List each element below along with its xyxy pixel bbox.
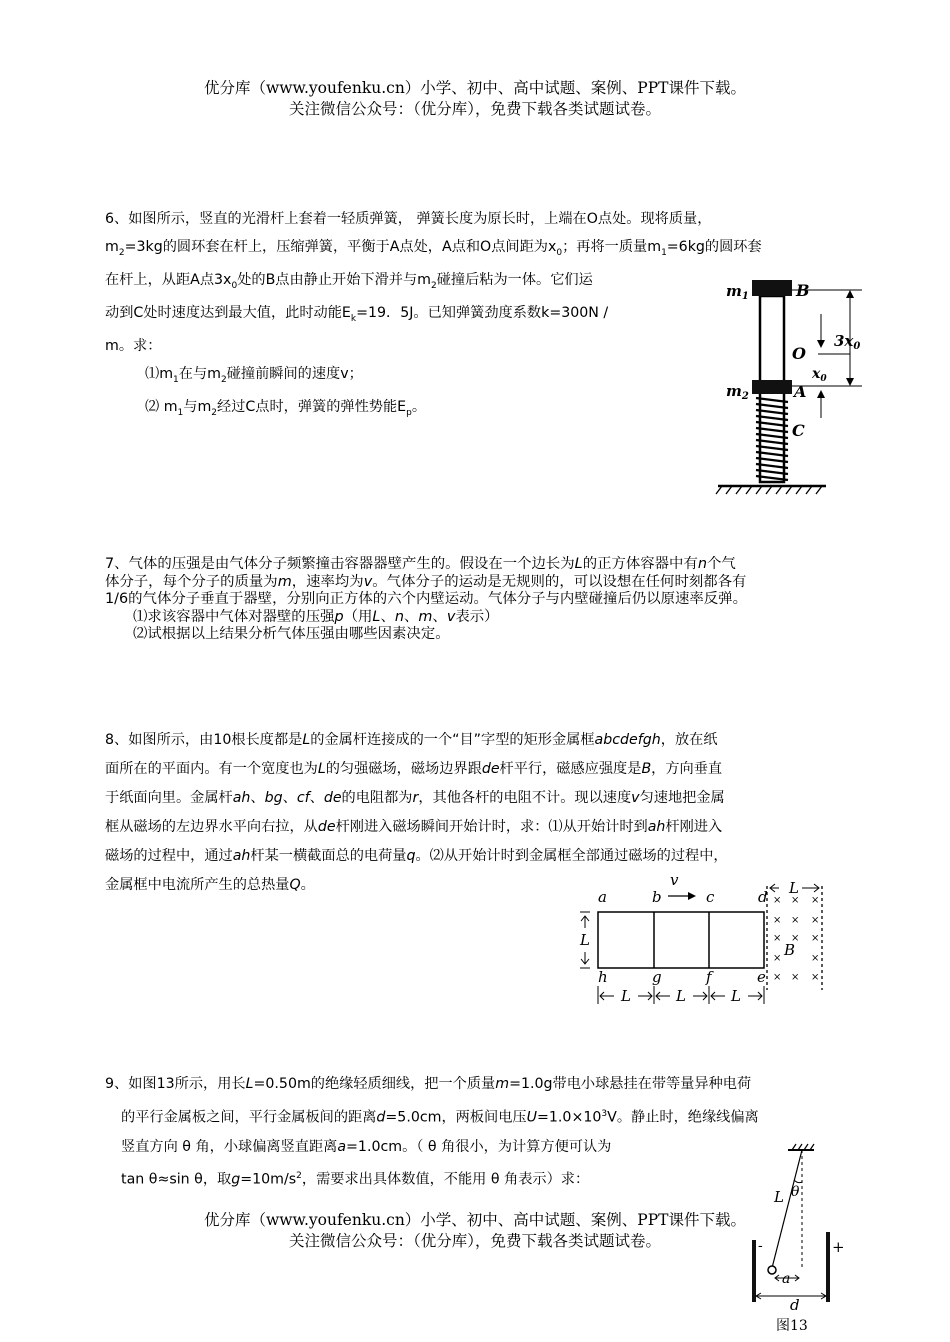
- label-v: v: [670, 871, 679, 889]
- page-header: [0, 78, 950, 120]
- q6-line-4: 动到C处时速度达到最大值，此时动能$E_k=19$．5J。已知弹簧劲度系数k=300N /: [105, 305, 609, 324]
- q6-subquestion-2: ⑵ $m_1$与$m_2$经过C点时，弹簧的弹性势能$E_p$。: [145, 399, 427, 419]
- label-L-cd: L: [731, 987, 741, 1005]
- q6-line-5: m。求：: [105, 338, 162, 355]
- label-theta: θ: [791, 1184, 800, 1200]
- label-m1: $m_1$: [726, 282, 749, 302]
- svg-text:×: ×: [811, 953, 820, 964]
- svg-text:×: ×: [791, 915, 800, 926]
- label-L-bc: L: [676, 987, 686, 1005]
- q7-line-3: 1/6的气体分子垂直于器壁，分别向正方体的六个内壁运动。气体分子与内壁碰撞后仍以原速率反弹。: [105, 591, 747, 607]
- q8-line-1: 8、如图所示，由10根长度都是L的金属杆连接成的一个“目”字型的矩形金属框abcdefgh，放在纸: [105, 732, 718, 748]
- q8-frame-figure: [576, 870, 836, 1010]
- label-a: a: [598, 888, 607, 906]
- label-minus: -: [758, 1238, 763, 1254]
- q6-subquestion-1: $⑴m_1$在与$m_2$碰撞前瞬间的速度v；: [145, 365, 363, 385]
- header-line-1: 优分库（www.youfenku.cn）小学、初中、高中试题、案例、PPT课件下载。: [203, 79, 747, 97]
- svg-text:×: ×: [773, 953, 782, 964]
- q7-subquestion-2: ⑵试根据以上结果分析气体压强由哪些因素决定。: [133, 626, 450, 642]
- question-9: [105, 1070, 759, 1195]
- svg-text:×: ×: [773, 933, 782, 944]
- q6-line-3: 在杆上，从距A点$3x_0$处的B点由静止开始下滑并与$m_2$碰撞后粘为一体。它们运: [105, 271, 593, 291]
- m2-ring: [752, 380, 792, 394]
- right-plate: [826, 1232, 830, 1302]
- svg-text:×: ×: [791, 972, 800, 983]
- svg-text:×: ×: [811, 895, 820, 906]
- label-h: h: [598, 968, 608, 986]
- label-O: O: [792, 344, 806, 363]
- footer-line-1: 优分库（www.youfenku.cn）小学、初中、高中试题、案例、PPT课件下载。: [203, 1211, 747, 1229]
- label-L-ab: L: [621, 987, 631, 1005]
- label-a: a: [782, 1271, 791, 1287]
- label-3x0: $3x_0$: [834, 332, 861, 352]
- label-plus: +: [832, 1238, 845, 1256]
- left-plate: [752, 1240, 756, 1302]
- header-line-2: 关注微信公众号：（优分库），免费下载各类试题试卷。: [288, 100, 661, 118]
- svg-text:×: ×: [791, 895, 800, 906]
- svg-text:×: ×: [773, 895, 782, 906]
- label-d: d: [790, 1296, 800, 1314]
- question-6: [105, 206, 762, 428]
- q8-line-4: 框从磁场的左边界水平向右拉，从de杆刚进入磁场瞬间开始计时，求：⑴从开始计时到ah杆刚进入: [105, 819, 723, 835]
- svg-text:×: ×: [811, 933, 820, 944]
- q8-line-3: 于纸面向里。金属杆ah、bg、cf、de的电阻都为r，其他各杆的电阻不计。现以速度v匀速地把金属: [105, 790, 725, 806]
- label-L-height: L: [580, 931, 590, 949]
- label-f: f: [706, 968, 712, 986]
- q9-pendulum-figure: [742, 1140, 852, 1336]
- svg-text:×: ×: [773, 972, 782, 983]
- m1-ring: [752, 280, 792, 296]
- q9-line-3: 竖直方向 θ 角，小球偏离竖直距离a=1.0cm。（ θ 角很小，为计算方便可认为: [121, 1138, 612, 1155]
- label-C: C: [792, 421, 805, 440]
- q9-line-2: 的平行金属板之间，平行金属板间的距离d=5.0cm，两板间电压$U=1.0\times 10^3V$。静止时，绝缘线偏离: [121, 1108, 759, 1126]
- q8-line-2: 面所在的平面内。有一个宽度也为L的匀强磁场，磁场边界跟de杆平行，磁感应强度是B，方向垂直: [105, 761, 723, 777]
- q8-line-6: 金属框中电流所产生的总热量Q。: [105, 877, 315, 893]
- label-B-field: B: [784, 941, 796, 959]
- label-b: b: [652, 888, 662, 906]
- label-m2: $m_2$: [726, 382, 749, 402]
- svg-text:×: ×: [791, 933, 800, 944]
- svg-text:×: ×: [811, 972, 820, 983]
- q6-line-2: $m_2=3kg$的圆环套在杆上，压缩弹簧，平衡于A点处，A点和O点间距为$x_0$；再将一质量$m_1=6kg$的圆环套: [105, 238, 762, 258]
- label-d: d: [758, 888, 768, 906]
- label-x0: $x_0$: [812, 366, 827, 384]
- question-7: [105, 556, 747, 644]
- svg-text:×: ×: [773, 915, 782, 926]
- label-L: L: [774, 1188, 784, 1206]
- q8-line-5: 磁场的过程中，通过ah杆某一横截面总的电荷量q。⑵从开始计时到金属框全部通过磁场的过程中，: [105, 848, 728, 864]
- label-c: c: [706, 888, 715, 906]
- q6-spring-rod-figure: [712, 268, 882, 498]
- svg-text:×: ×: [811, 915, 820, 926]
- label-e: e: [757, 968, 766, 986]
- q9-line-1: 9、如图13所示，用长L=0.50m的绝缘轻质细线，把一个质量m=1.0g带电小球悬挂在带等量异种电荷: [105, 1076, 752, 1092]
- footer-line-2: 关注微信公众号：（优分库），免费下载各类试题试卷。: [288, 1232, 661, 1250]
- q7-line-2: 体分子，每个分子的质量为m，速率均为v。气体分子的运动是无规则的，可以设想在任何时刻都各有: [105, 573, 747, 590]
- label-B: B: [796, 281, 810, 300]
- charged-ball: [768, 1266, 776, 1274]
- q7-subquestion-1: ⑴求该容器中气体对器壁的压强p（用L、n、m、v表示）: [133, 608, 499, 625]
- figure-13-caption: 图13: [776, 1318, 808, 1334]
- label-g: g: [652, 968, 662, 986]
- q7-line-1: 7、气体的压强是由气体分子频繁撞击容器器壁产生的。假设在一个边长为L的正方体容器中有n个气: [105, 556, 736, 572]
- q6-line-1: 6、如图所示，竖直的光滑杆上套着一轻质弹簧， 弹簧长度为原长时，上端在O点处。现将质量，: [105, 211, 712, 227]
- q9-line-4: tan θ≈sin θ，取$g=10m/s^2$，需要求出具体数值，不能用 θ 角表示）求：: [121, 1171, 590, 1188]
- label-A: A: [794, 382, 807, 401]
- label-L-field: L: [789, 879, 799, 897]
